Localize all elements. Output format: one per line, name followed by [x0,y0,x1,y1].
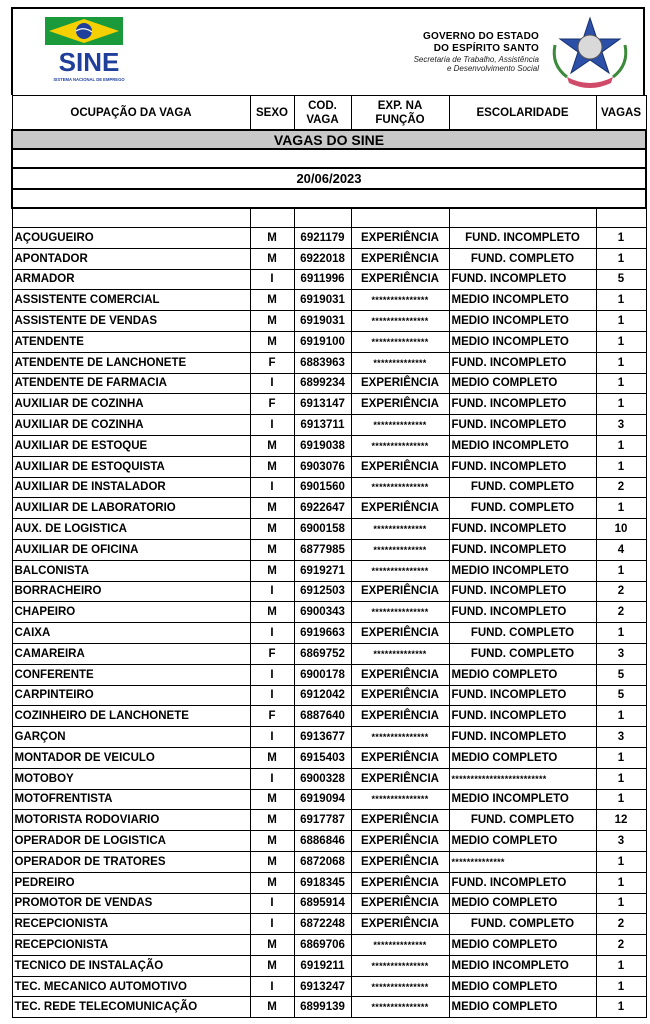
table-row [12,893,646,914]
code-cell: 6900158 [294,519,351,540]
education-cell: FUND. COMPLETO [449,623,596,644]
table-row [12,519,646,540]
education-cell: FUND. INCOMPLETO [449,602,596,623]
education-cell: FUND. COMPLETO [449,810,596,831]
code-cell: 6919271 [294,560,351,581]
vacancies-cell: 1 [596,498,646,519]
sex-cell: M [250,789,294,810]
experience-cell: EXPERIÊNCIA [351,456,449,477]
sex-cell: F [250,706,294,727]
page-title: VAGAS DO SINE [12,130,646,149]
column-header-sex: SEXO [250,96,294,131]
experience-cell: EXPERIÊNCIA [351,228,449,249]
education-cell: ************************* [449,768,596,789]
experience-cell: *************** [351,976,449,997]
table-row [12,498,646,519]
table-row [12,435,646,456]
column-header-code-line2: VAGA [306,113,339,126]
occupation-cell: AUX. DE LOGISTICA [12,519,250,540]
sex-cell: I [250,893,294,914]
table-row [12,539,646,560]
education-cell: MEDIO COMPLETO [449,747,596,768]
occupation-cell: GARÇON [12,727,250,748]
spacer-cell [596,208,646,228]
experience-cell: EXPERIÊNCIA [351,664,449,685]
vacancies-cell: 5 [596,664,646,685]
sex-cell: F [250,394,294,415]
sex-cell: M [250,311,294,332]
code-cell: 6919038 [294,435,351,456]
occupation-cell: CARPINTEIRO [12,685,250,706]
experience-cell: EXPERIÊNCIA [351,831,449,852]
sex-cell: F [250,352,294,373]
experience-cell: EXPERIÊNCIA [351,623,449,644]
education-cell: FUND. INCOMPLETO [449,727,596,748]
occupation-cell: BALCONISTA [12,560,250,581]
sex-cell: I [250,768,294,789]
table-row [12,269,646,290]
education-cell: FUND. INCOMPLETO [449,685,596,706]
table-row [12,706,646,727]
table-row [12,976,646,997]
sex-cell: I [250,976,294,997]
table-row [12,602,646,623]
code-cell: 6913147 [294,394,351,415]
code-cell: 6886846 [294,831,351,852]
vacancies-cell: 1 [596,248,646,269]
occupation-cell: OPERADOR DE LOGISTICA [12,831,250,852]
occupation-cell: RECEPCIONISTA [12,914,250,935]
code-cell: 6900328 [294,768,351,789]
code-cell: 6895914 [294,893,351,914]
education-cell: MEDIO COMPLETO [449,831,596,852]
education-cell: FUND. INCOMPLETO [449,269,596,290]
experience-cell: EXPERIÊNCIA [351,373,449,394]
vacancies-cell: 3 [596,727,646,748]
code-cell: 6899139 [294,997,351,1018]
occupation-cell: PEDREIRO [12,872,250,893]
experience-cell: EXPERIÊNCIA [351,893,449,914]
education-cell: FUND. INCOMPLETO [449,228,596,249]
state-coat-of-arms-icon [549,15,631,89]
code-cell: 6912503 [294,581,351,602]
occupation-cell: MOTORISTA RODOVIARIO [12,810,250,831]
column-header-code-line1: COD. [308,99,337,112]
sex-cell: M [250,498,294,519]
code-cell: 6877985 [294,539,351,560]
vacancies-cell: 2 [596,602,646,623]
table-row [12,352,646,373]
education-cell: FUND. COMPLETO [449,914,596,935]
table-row [12,373,646,394]
experience-cell: ************** [351,643,449,664]
occupation-cell: ATENDENTE DE FARMACIA [12,373,250,394]
table-row [12,581,646,602]
education-cell: MEDIO INCOMPLETO [449,955,596,976]
vacancies-cell: 1 [596,706,646,727]
code-cell: 6919663 [294,623,351,644]
code-cell: 6913247 [294,976,351,997]
vacancies-cell: 10 [596,519,646,540]
experience-cell: EXPERIÊNCIA [351,851,449,872]
education-cell: MEDIO COMPLETO [449,664,596,685]
sex-cell: M [250,456,294,477]
education-cell: ************** [449,851,596,872]
vacancies-cell: 3 [596,643,646,664]
education-cell: FUND. COMPLETO [449,248,596,269]
education-cell: FUND. COMPLETO [449,477,596,498]
occupation-cell: CAMAREIRA [12,643,250,664]
code-cell: 6887640 [294,706,351,727]
occupation-cell: COZINHEIRO DE LANCHONETE [12,706,250,727]
occupation-cell: AUXILIAR DE OFICINA [12,539,250,560]
occupation-cell: TEC. REDE TELECOMUNICAÇÃO [12,997,250,1018]
table-row [12,872,646,893]
occupation-cell: CHAPEIRO [12,602,250,623]
sex-cell: M [250,435,294,456]
vacancies-cell: 2 [596,581,646,602]
code-cell: 6915403 [294,747,351,768]
table-row [12,415,646,436]
experience-cell: EXPERIÊNCIA [351,248,449,269]
table-row [12,623,646,644]
vacancies-cell: 5 [596,685,646,706]
sex-cell: M [250,997,294,1018]
experience-cell: ************** [351,415,449,436]
government-heading [414,31,539,73]
sex-cell: I [250,685,294,706]
experience-cell: ************** [351,935,449,956]
education-cell: FUND. INCOMPLETO [449,581,596,602]
code-cell: 6869752 [294,643,351,664]
occupation-cell: AUXILIAR DE ESTOQUE [12,435,250,456]
experience-cell: *************** [351,955,449,976]
sex-cell: M [250,331,294,352]
sex-cell: I [250,373,294,394]
experience-cell: *************** [351,602,449,623]
column-header-experience-line2: FUNÇÃO [375,113,425,126]
code-cell: 6869706 [294,935,351,956]
occupation-cell: TECNICO DE INSTALAÇÃO [12,955,250,976]
occupation-cell: ATENDENTE DE LANCHONETE [12,352,250,373]
sex-cell: M [250,602,294,623]
occupation-cell: ARMADOR [12,269,250,290]
vacancies-cell: 1 [596,352,646,373]
vacancies-cell: 1 [596,623,646,644]
vacancies-cell: 1 [596,228,646,249]
experience-cell: EXPERIÊNCIA [351,768,449,789]
sex-cell: M [250,955,294,976]
code-cell: 6911996 [294,269,351,290]
education-cell: MEDIO COMPLETO [449,997,596,1018]
experience-cell: *************** [351,435,449,456]
sex-cell: M [250,810,294,831]
vacancies-cell: 1 [596,872,646,893]
table-row [12,935,646,956]
occupation-cell: AÇOUGUEIRO [12,228,250,249]
table-row [12,685,646,706]
code-cell: 6899234 [294,373,351,394]
education-cell: FUND. INCOMPLETO [449,415,596,436]
education-cell: FUND. INCOMPLETO [449,872,596,893]
experience-cell: EXPERIÊNCIA [351,810,449,831]
education-cell: MEDIO INCOMPLETO [449,331,596,352]
education-cell: FUND. INCOMPLETO [449,519,596,540]
table-row [12,664,646,685]
sex-cell: I [250,415,294,436]
vacancies-cell: 1 [596,331,646,352]
occupation-cell: APONTADOR [12,248,250,269]
code-cell: 6901560 [294,477,351,498]
occupation-cell: AUXILIAR DE COZINHA [12,415,250,436]
occupation-cell: AUXILIAR DE ESTOQUISTA [12,456,250,477]
code-cell: 6922018 [294,248,351,269]
vacancies-cell: 1 [596,893,646,914]
education-cell: FUND. COMPLETO [449,643,596,664]
code-cell: 6913677 [294,727,351,748]
experience-cell: *************** [351,727,449,748]
vacancy-rows [12,228,646,1018]
experience-cell: EXPERIÊNCIA [351,581,449,602]
education-cell: FUND. COMPLETO [449,498,596,519]
code-cell: 6921179 [294,228,351,249]
sex-cell: I [250,269,294,290]
sex-cell: I [250,664,294,685]
education-cell: MEDIO INCOMPLETO [449,290,596,311]
experience-cell: EXPERIÊNCIA [351,747,449,768]
sex-cell: F [250,643,294,664]
gov-line-2: DO ESPÍRITO SANTO [433,43,539,54]
experience-cell: *************** [351,311,449,332]
table-row [12,248,646,269]
sex-cell: M [250,290,294,311]
table-row [12,311,646,332]
education-cell: MEDIO COMPLETO [449,893,596,914]
code-cell: 6900178 [294,664,351,685]
document-header [11,7,645,95]
table-row [12,747,646,768]
vacancies-cell: 1 [596,851,646,872]
vacancies-cell: 1 [596,789,646,810]
occupation-cell: PROMOTOR DE VENDAS [12,893,250,914]
vacancies-cell: 3 [596,415,646,436]
experience-cell: EXPERIÊNCIA [351,872,449,893]
vacancies-cell: 2 [596,477,646,498]
vacancies-cell: 1 [596,435,646,456]
vacancies-cell: 1 [596,976,646,997]
column-header-experience-line1: EXP. NA [377,99,423,112]
table-row [12,560,646,581]
table-row [12,997,646,1018]
education-cell: MEDIO COMPLETO [449,935,596,956]
occupation-cell: CAIXA [12,623,250,644]
sex-cell: I [250,581,294,602]
code-cell: 6872248 [294,914,351,935]
job-listing-sheet [11,7,645,1018]
sex-cell: I [250,727,294,748]
blank-row [12,189,646,208]
sex-cell: I [250,623,294,644]
code-cell: 6912042 [294,685,351,706]
sex-cell: M [250,935,294,956]
table-row [12,727,646,748]
education-cell: MEDIO COMPLETO [449,976,596,997]
experience-cell: EXPERIÊNCIA [351,269,449,290]
code-cell: 6917787 [294,810,351,831]
sex-cell: M [250,539,294,560]
experience-cell: *************** [351,560,449,581]
table-row [12,228,646,249]
occupation-cell: CONFERENTE [12,664,250,685]
vacancies-cell: 1 [596,311,646,332]
occupation-cell: MONTADOR DE VEICULO [12,747,250,768]
vacancies-cell: 1 [596,394,646,415]
occupation-cell: MOTOFRENTISTA [12,789,250,810]
sex-cell: M [250,228,294,249]
vacancies-cell: 1 [596,560,646,581]
code-cell: 6913711 [294,415,351,436]
spacer-cell [351,208,449,228]
column-header-experience [351,96,449,131]
column-header-education: ESCOLARIDADE [449,96,596,131]
experience-cell: *************** [351,789,449,810]
education-cell: MEDIO INCOMPLETO [449,435,596,456]
occupation-cell: ASSISTENTE DE VENDAS [12,311,250,332]
vacancies-cell: 3 [596,831,646,852]
experience-cell: *************** [351,477,449,498]
vacancies-cell: 1 [596,768,646,789]
vacancies-cell: 1 [596,290,646,311]
education-cell: FUND. INCOMPLETO [449,706,596,727]
experience-cell: *************** [351,290,449,311]
experience-cell: EXPERIÊNCIA [351,498,449,519]
blank-row [12,149,646,168]
table-row [12,914,646,935]
table-row [12,394,646,415]
sine-logo [27,15,152,85]
experience-cell: ************** [351,352,449,373]
vacancies-cell: 2 [596,914,646,935]
table-row [12,789,646,810]
table-row [12,810,646,831]
education-cell: MEDIO INCOMPLETO [449,789,596,810]
occupation-cell: BORRACHEIRO [12,581,250,602]
experience-cell: *************** [351,331,449,352]
education-cell: FUND. INCOMPLETO [449,456,596,477]
experience-cell: ************** [351,519,449,540]
gov-line-3: Secretaria de Trabalho, Assistência [413,55,539,64]
education-cell: FUND. INCOMPLETO [449,539,596,560]
code-cell: 6919211 [294,955,351,976]
code-cell: 6900343 [294,602,351,623]
gov-line-1: GOVERNO DO ESTADO [422,31,539,42]
sex-cell: M [250,872,294,893]
occupation-cell: OPERADOR DE TRATORES [12,851,250,872]
table-row [12,955,646,976]
column-header-vacancies: VAGAS [596,96,646,131]
table-row [12,290,646,311]
occupation-cell: AUXILIAR DE COZINHA [12,394,250,415]
education-cell: MEDIO INCOMPLETO [449,560,596,581]
spacer-cell [12,208,250,228]
education-cell: MEDIO COMPLETO [449,373,596,394]
code-cell: 6919031 [294,290,351,311]
sex-cell: M [250,831,294,852]
experience-cell: EXPERIÊNCIA [351,394,449,415]
occupation-cell: AUXILIAR DE LABORATORIO [12,498,250,519]
listing-date: 20/06/2023 [12,168,646,189]
code-cell: 6919100 [294,331,351,352]
education-cell: MEDIO INCOMPLETO [449,311,596,332]
code-cell: 6903076 [294,456,351,477]
vacancies-cell: 1 [596,456,646,477]
experience-cell: EXPERIÊNCIA [351,914,449,935]
vacancies-cell: 1 [596,955,646,976]
vacancies-cell: 4 [596,539,646,560]
vacancies-table [11,95,647,1018]
sex-cell: M [250,519,294,540]
spacer-cell [250,208,294,228]
experience-cell: ************** [351,539,449,560]
table-row [12,331,646,352]
education-cell: FUND. INCOMPLETO [449,352,596,373]
gov-line-4: e Desenvolvimento Social [446,64,539,73]
spacer-cell [449,208,596,228]
sine-logo-text: SINE [58,47,120,77]
vacancies-cell: 2 [596,935,646,956]
table-row [12,768,646,789]
occupation-cell: RECEPCIONISTA [12,935,250,956]
education-cell: FUND. INCOMPLETO [449,394,596,415]
sine-logo-subtext: SISTEMA NACIONAL DE EMPREGO [53,77,125,82]
spacer-cell [294,208,351,228]
experience-cell: *************** [351,997,449,1018]
table-row [12,851,646,872]
sex-cell: M [250,747,294,768]
vacancies-cell: 1 [596,373,646,394]
sex-cell: M [250,560,294,581]
occupation-cell: ASSISTENTE COMERCIAL [12,290,250,311]
occupation-cell: TEC. MECANICO AUTOMOTIVO [12,976,250,997]
column-header-code [294,96,351,131]
code-cell: 6918345 [294,872,351,893]
experience-cell: EXPERIÊNCIA [351,706,449,727]
occupation-cell: MOTOBOY [12,768,250,789]
code-cell: 6883963 [294,352,351,373]
sex-cell: M [250,851,294,872]
vacancies-cell: 5 [596,269,646,290]
sex-cell: M [250,248,294,269]
sex-cell: I [250,477,294,498]
code-cell: 6919031 [294,311,351,332]
experience-cell: EXPERIÊNCIA [351,685,449,706]
vacancies-cell: 1 [596,747,646,768]
code-cell: 6872068 [294,851,351,872]
table-row [12,456,646,477]
column-header-occupation: OCUPAÇÃO DA VAGA [12,96,250,131]
table-row [12,831,646,852]
vacancies-cell: 12 [596,810,646,831]
table-row [12,643,646,664]
occupation-cell: AUXILIAR DE INSTALADOR [12,477,250,498]
occupation-cell: ATENDENTE [12,331,250,352]
table-row [12,477,646,498]
code-cell: 6922647 [294,498,351,519]
sex-cell: I [250,914,294,935]
code-cell: 6919094 [294,789,351,810]
vacancies-cell: 1 [596,997,646,1018]
